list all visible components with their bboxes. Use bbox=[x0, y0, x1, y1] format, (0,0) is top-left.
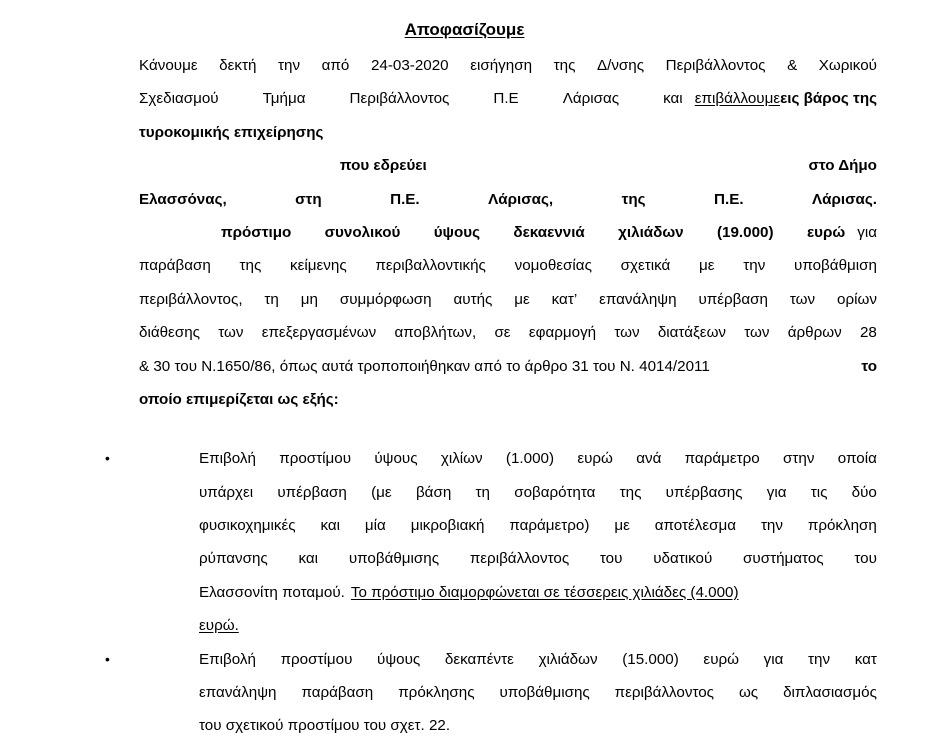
word: για bbox=[766, 483, 787, 501]
word: υπέρβασης bbox=[665, 483, 743, 501]
redaction-mark bbox=[139, 226, 221, 240]
para-line-10 bbox=[139, 358, 877, 391]
which-word: το bbox=[861, 357, 877, 375]
word: υπάρχει bbox=[199, 483, 254, 501]
word: υδατικού bbox=[653, 550, 713, 568]
word: (1.000) bbox=[505, 450, 555, 468]
word: περιβαλλοντικής bbox=[375, 257, 486, 275]
word: στη bbox=[295, 190, 322, 208]
word: Π.Ε. bbox=[714, 190, 744, 208]
word: χιλίων bbox=[440, 450, 483, 468]
word: ευρώ bbox=[806, 223, 846, 241]
decision-heading: Αποφασίζουμε bbox=[404, 20, 525, 39]
word: διπλασιασμός bbox=[783, 684, 877, 702]
word: Ελασσόνας, bbox=[139, 190, 227, 208]
para-line-9 bbox=[139, 324, 877, 357]
word: τις bbox=[810, 483, 828, 501]
river-text: Ελασσονίτη ποταμού. bbox=[199, 583, 345, 601]
word: περιβάλλοντος bbox=[614, 684, 714, 702]
word: δεκτή bbox=[219, 57, 257, 74]
bullet-1-line-4 bbox=[139, 550, 877, 583]
spacer bbox=[139, 424, 877, 450]
word: διατάξεων bbox=[657, 324, 727, 342]
word: μικροβιακή bbox=[410, 517, 485, 535]
municipality-phrase: στο Δήμο bbox=[808, 157, 877, 175]
word: ευρώ bbox=[577, 450, 613, 468]
word: παράβαση bbox=[301, 684, 374, 702]
word: Κάνουμε bbox=[139, 57, 198, 74]
word: οποία bbox=[837, 450, 877, 468]
word: προστίμου bbox=[280, 650, 353, 668]
bullet-1-line-3 bbox=[139, 517, 877, 550]
word: & bbox=[787, 57, 798, 74]
word: εισήγηση bbox=[470, 57, 533, 74]
word: αυτής bbox=[453, 290, 493, 308]
fine-total-text bbox=[221, 224, 845, 241]
word: υποβάθμιση bbox=[794, 257, 877, 275]
word: χιλιάδων bbox=[538, 650, 598, 668]
word: περιβάλλοντος bbox=[469, 550, 570, 568]
word: Χωρικού bbox=[818, 57, 877, 74]
word: υπέρβαση bbox=[277, 483, 347, 501]
para-line-8 bbox=[139, 291, 877, 324]
word: ευρώ bbox=[703, 650, 739, 668]
word: των bbox=[789, 290, 816, 308]
word: υποβάθμισης bbox=[499, 684, 590, 702]
para-line-4 bbox=[139, 157, 877, 190]
word: κατ bbox=[854, 650, 877, 668]
bullet-2-line-3-text: του σχετικού προστίμου του σχετ. 22. bbox=[199, 717, 451, 735]
word: ρύπανσης bbox=[199, 550, 268, 568]
word: δεκαεννιά bbox=[513, 223, 585, 241]
bullet-1-line-1 bbox=[105, 450, 877, 483]
word: σε bbox=[494, 324, 511, 342]
redaction-mark bbox=[337, 126, 341, 140]
bullet-2-line-2 bbox=[139, 684, 877, 717]
word: 24-03-2020 bbox=[370, 57, 449, 74]
word: την bbox=[278, 57, 301, 74]
word: Π.Ε bbox=[493, 90, 519, 108]
bullet-1-line-6 bbox=[139, 617, 877, 650]
word: βάση bbox=[415, 483, 452, 501]
word: κείμενης bbox=[290, 257, 347, 275]
word: επανάληψη bbox=[599, 290, 677, 308]
word: 28 bbox=[859, 324, 877, 342]
word: τη bbox=[264, 290, 279, 308]
word: χιλιάδων bbox=[618, 223, 684, 241]
word: (με bbox=[371, 483, 392, 501]
word: στην bbox=[783, 450, 815, 468]
word: την bbox=[760, 517, 783, 535]
word: παράμετρο) bbox=[509, 517, 590, 535]
bullet-1-line-3-text bbox=[199, 517, 877, 534]
word: των bbox=[744, 324, 770, 342]
word: εφαρμογή bbox=[528, 324, 597, 342]
impose-word: επιβάλλουμε bbox=[694, 90, 781, 108]
word: Δ/νσης bbox=[596, 57, 645, 74]
para-line-11 bbox=[139, 391, 877, 424]
word: συμμόρφωση bbox=[339, 290, 432, 308]
bullet-1-line-4-text bbox=[199, 550, 877, 567]
bullet-dot: • bbox=[105, 450, 110, 467]
for-word: για bbox=[857, 223, 877, 241]
word: σχετικά bbox=[620, 257, 671, 275]
word: των bbox=[218, 324, 244, 342]
against-phrase: εις βάρος της bbox=[780, 90, 877, 108]
bullet-1-line-2 bbox=[139, 484, 877, 517]
para-line-6 bbox=[139, 224, 877, 257]
word: (15.000) bbox=[622, 650, 679, 668]
bullet-1-line-1-text bbox=[199, 450, 877, 467]
bullet-2-line-1-text bbox=[199, 651, 877, 668]
word: νομοθεσίας bbox=[514, 257, 592, 275]
word: Λάρισας bbox=[562, 90, 620, 108]
redaction-mark bbox=[468, 159, 768, 173]
bullet-1-line-5 bbox=[139, 584, 877, 617]
word: ύψους bbox=[374, 450, 418, 468]
word: άρθρων bbox=[787, 324, 842, 342]
word: μία bbox=[364, 517, 386, 535]
redaction-mark bbox=[139, 159, 299, 173]
word: συνολικού bbox=[324, 223, 401, 241]
bullet-item-1 bbox=[105, 450, 877, 650]
word: φυσικοχημικές bbox=[199, 517, 296, 535]
para-line-7 bbox=[139, 257, 877, 290]
euro-word: ευρώ. bbox=[199, 617, 239, 635]
word: Περιβάλλοντος bbox=[665, 57, 766, 74]
word: ως bbox=[738, 684, 759, 702]
para-line-2 bbox=[139, 90, 877, 123]
word: Τμήμα bbox=[262, 90, 306, 108]
word: του bbox=[854, 550, 877, 568]
word: υπέρβαση bbox=[698, 290, 768, 308]
word: την bbox=[743, 257, 766, 275]
bullet-item-2 bbox=[105, 650, 877, 751]
word: για bbox=[763, 650, 784, 668]
word: Λάρισας, bbox=[488, 190, 554, 208]
word: διάθεσης bbox=[139, 324, 200, 342]
decision-body bbox=[105, 57, 877, 751]
word: αποτέλεσμα bbox=[654, 517, 737, 535]
bullet-2-line-3 bbox=[139, 717, 877, 750]
word: της bbox=[239, 257, 262, 275]
para-line-5 bbox=[139, 191, 877, 224]
word: ορίων bbox=[837, 290, 877, 308]
business-type: τυροκομικής επιχείρησης bbox=[139, 123, 324, 141]
word: με bbox=[614, 517, 630, 535]
word: και bbox=[320, 517, 341, 535]
word: Επιβολή bbox=[199, 650, 256, 668]
para-line-3 bbox=[139, 124, 877, 157]
word: (19.000) bbox=[716, 223, 774, 241]
word: και bbox=[663, 90, 683, 108]
word: επεξεργασμένων bbox=[261, 324, 377, 342]
bullet-dot: • bbox=[105, 650, 110, 667]
word: από bbox=[321, 57, 350, 74]
word: ανά bbox=[636, 450, 662, 468]
word: της bbox=[621, 190, 646, 208]
word: πρόκληση bbox=[807, 517, 877, 535]
para-line-1 bbox=[139, 57, 877, 90]
word: επανάληψη bbox=[199, 684, 277, 702]
word: ύψους bbox=[377, 650, 421, 668]
word: Επιβολή bbox=[199, 450, 256, 468]
word: του bbox=[599, 550, 623, 568]
word: της bbox=[619, 483, 642, 501]
law-reference: & 30 του Ν.1650/86, όπως αυτά τροποποιήθηκαν από το άρθρο 31 του Ν. 4014/2011 bbox=[139, 357, 710, 375]
para-line-2-text bbox=[139, 90, 683, 107]
word: πρόστιμο bbox=[221, 223, 292, 241]
word: προστίμου bbox=[279, 450, 352, 468]
allocation-phrase: οποίο επιμερίζεται ως εξής: bbox=[139, 390, 339, 408]
word: και bbox=[298, 550, 319, 568]
word: με bbox=[514, 290, 530, 308]
word: παράμετρο bbox=[684, 450, 760, 468]
word: Λάρισας. bbox=[812, 190, 877, 208]
word: την bbox=[808, 650, 831, 668]
word: ύψους bbox=[433, 223, 481, 241]
word: κατ’ bbox=[551, 290, 578, 308]
word: των bbox=[614, 324, 640, 342]
word: τη bbox=[475, 483, 490, 501]
fine-4000-text: Το πρόστιμο διαμορφώνεται σε τέσσερεις χιλιάδες (4.000) bbox=[350, 583, 739, 601]
word: πρόκλησης bbox=[398, 684, 475, 702]
word: σοβαρότητα bbox=[514, 483, 596, 501]
bullet-2-line-1 bbox=[105, 650, 877, 684]
word: συστήματος bbox=[743, 550, 824, 568]
word: Π.Ε. bbox=[390, 190, 420, 208]
word: υποβάθμισης bbox=[348, 550, 440, 568]
word: αποβλήτων, bbox=[394, 324, 477, 342]
word: δεκαπέντε bbox=[444, 650, 514, 668]
word: περιβάλλοντος, bbox=[139, 290, 243, 308]
word: της bbox=[553, 57, 576, 74]
bullet-1-line-2-text bbox=[199, 484, 877, 501]
located-phrase: που εδρεύει bbox=[339, 157, 427, 175]
word: Περιβάλλοντος bbox=[349, 90, 450, 108]
word: Σχεδιασμού bbox=[139, 90, 219, 108]
word: μη bbox=[300, 290, 318, 308]
bullet-2-line-2-text bbox=[199, 684, 877, 701]
word: παράβαση bbox=[139, 257, 211, 275]
word: δύο bbox=[851, 483, 877, 501]
word: με bbox=[699, 257, 715, 275]
